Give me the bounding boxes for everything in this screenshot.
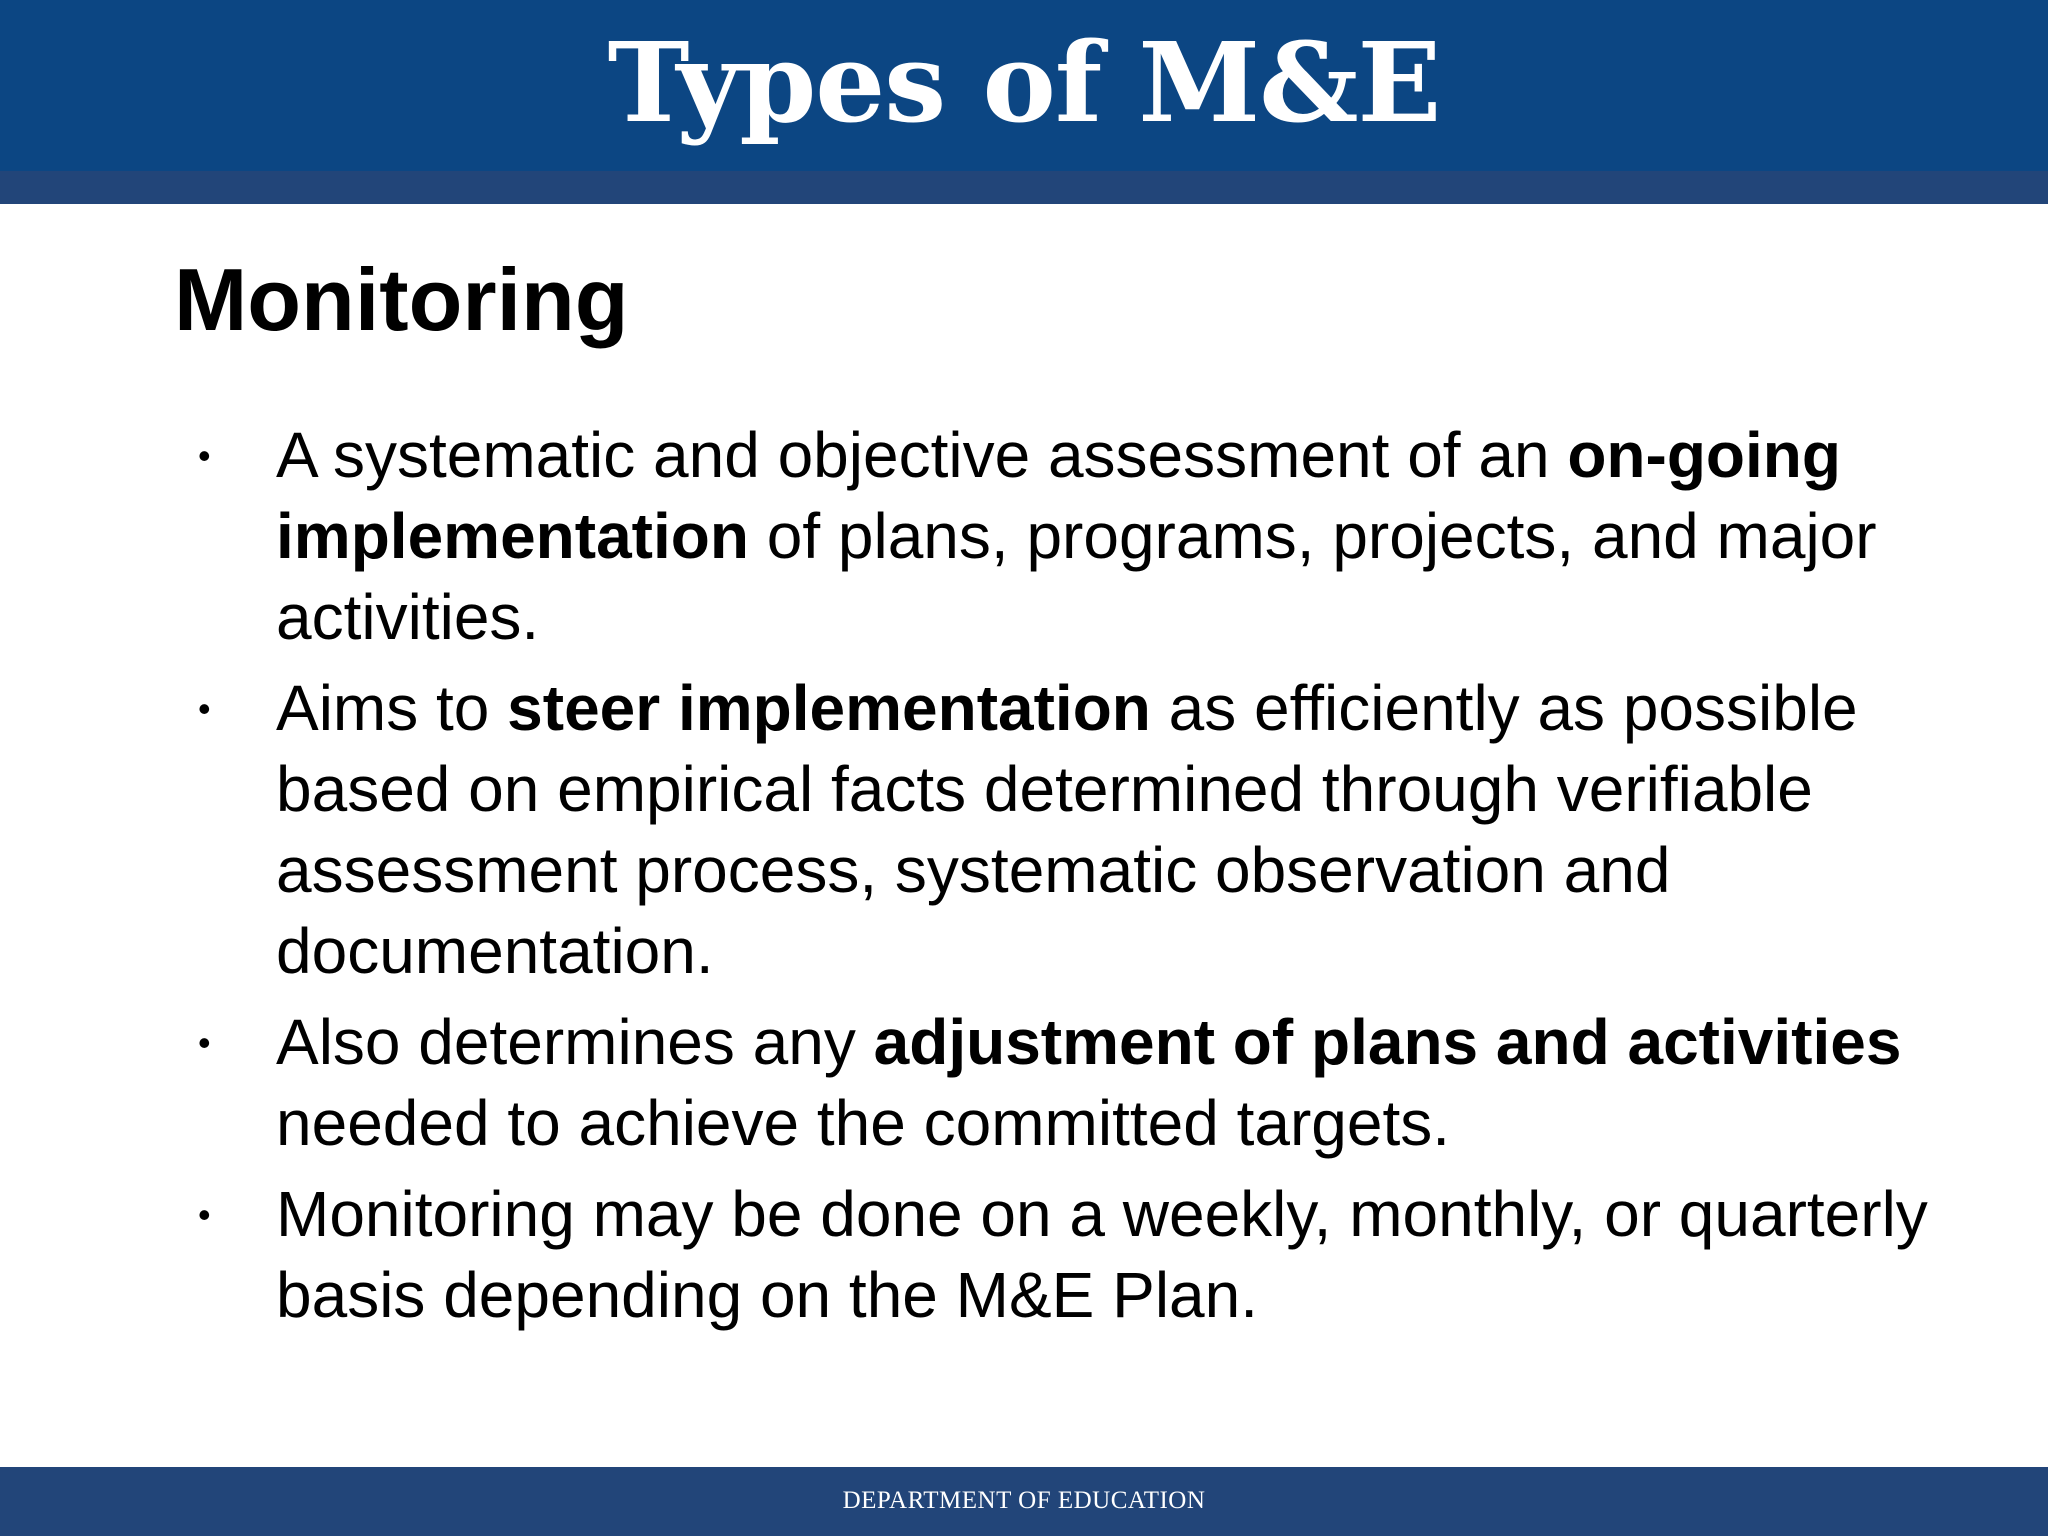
bullet-dot-icon: • (198, 1022, 211, 1063)
slide-title: Types of M&E (607, 18, 1441, 147)
bullet-text: Aims to (276, 672, 508, 744)
bullet-item (0, 668, 2048, 992)
section-heading: Monitoring (174, 250, 629, 349)
bullet-dot-icon: • (198, 688, 211, 729)
bullet-item (0, 415, 2048, 658)
bullet-text: as efficiently as possible based on empirical facts determined through verifiable assessment process, systematic observation and documentation. (276, 672, 1858, 987)
footer-text: DEPARTMENT OF EDUCATION (842, 1487, 1206, 1514)
bullet-dot-icon: • (198, 1194, 211, 1235)
bullet-dot-icon: • (198, 435, 211, 476)
bullet-emphasis: steer implementation (507, 672, 1151, 744)
bullet-emphasis: on-going implementation (276, 419, 1841, 572)
bullet-text: needed to achieve the committed targets. (276, 1087, 1451, 1159)
bullet-text: Also determines any (276, 1006, 874, 1078)
bullet-list (0, 415, 2048, 1346)
bullet-text: Monitoring may be done on a weekly, monthly, or quarterly basis depending on the M&E Plan. (276, 1178, 1928, 1331)
bullet-item (0, 1002, 2048, 1164)
bullet-text: of plans, programs, projects, and major activities. (276, 500, 1877, 653)
bullet-text: A systematic and objective assessment of an (276, 419, 1568, 491)
header-stripe (0, 171, 2048, 204)
bullet-emphasis: adjustment of plans and activities (873, 1006, 1902, 1078)
bullet-item (0, 1174, 2048, 1336)
